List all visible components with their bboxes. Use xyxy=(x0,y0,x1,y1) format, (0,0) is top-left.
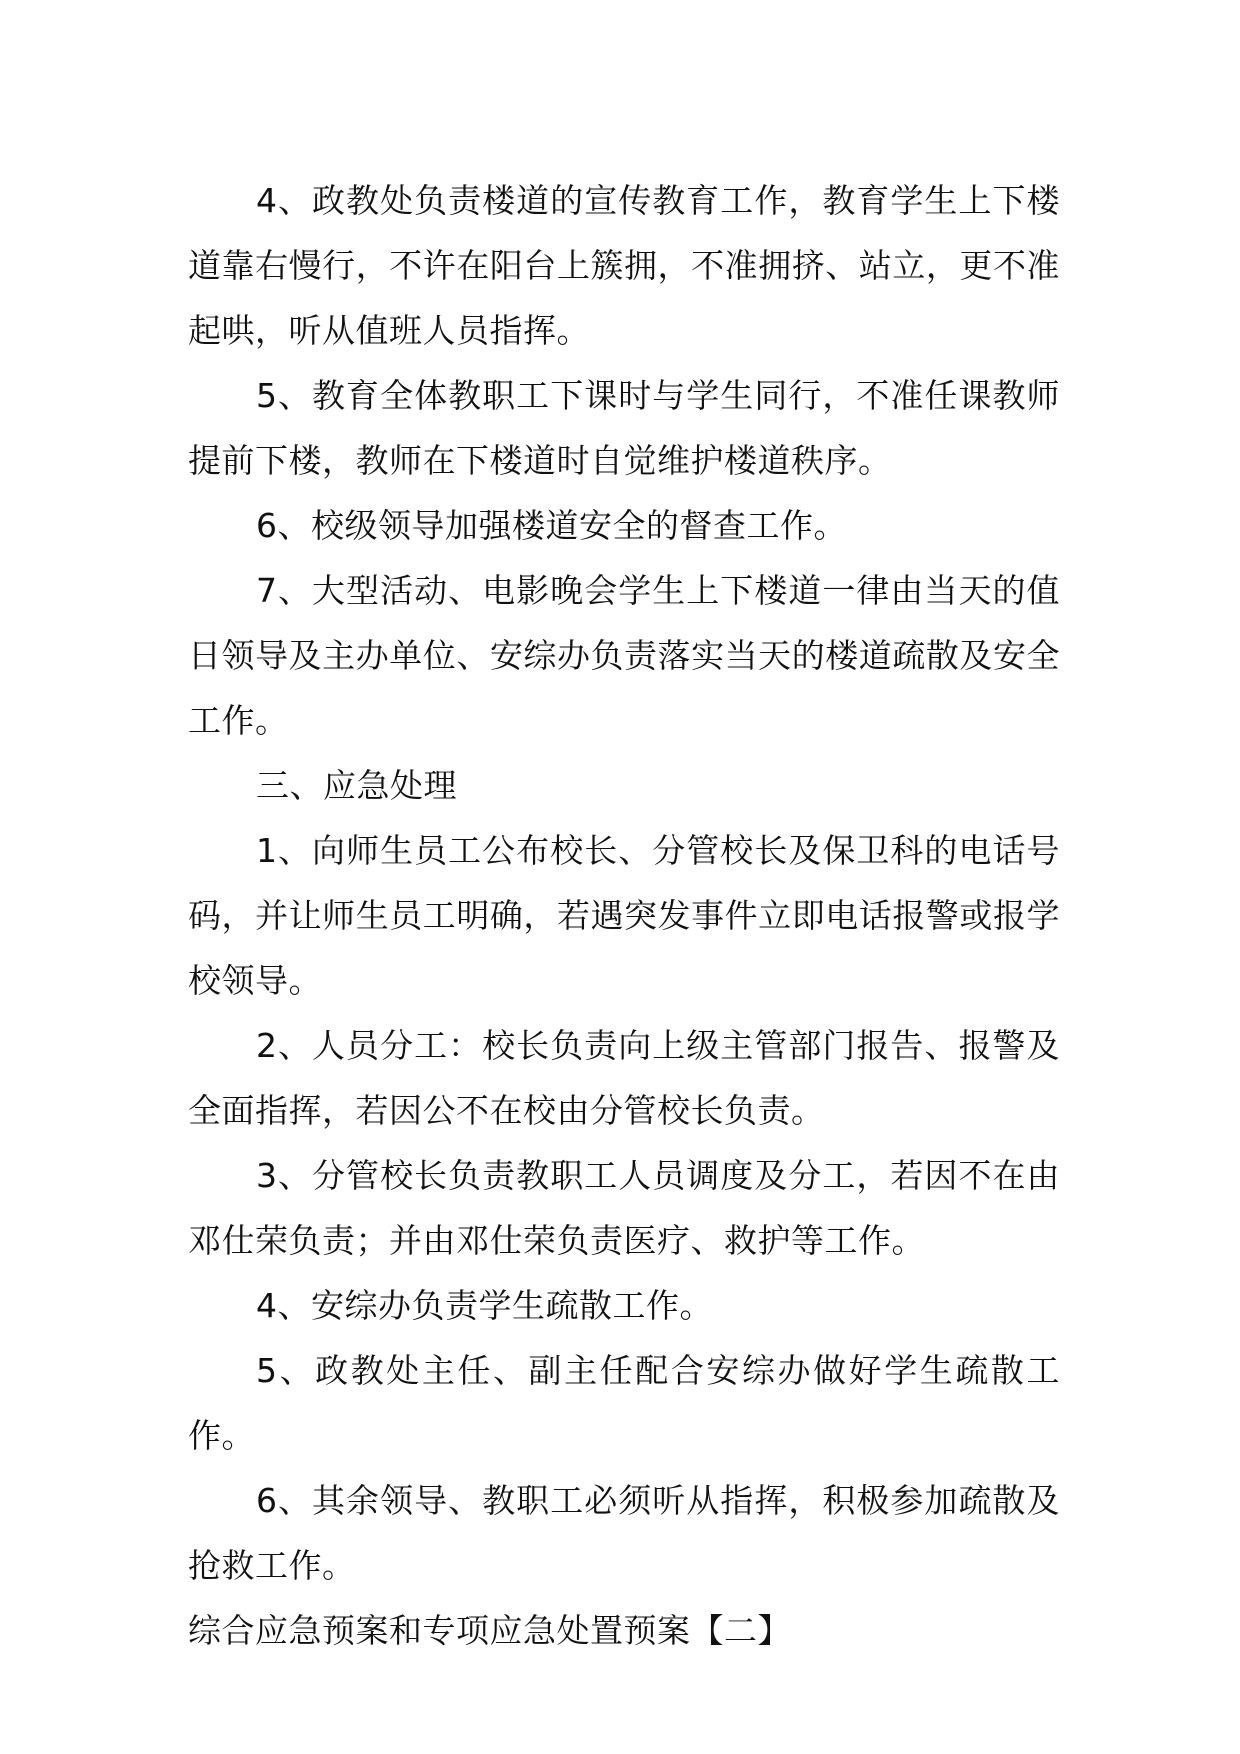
paragraph-item-7-large-events: 7、大型活动、电影晚会学生上下楼道一律由当天的值日领导及主办单位、安综办负责落实当天的楼道疏散及安全工作。 xyxy=(188,571,1060,740)
paragraph-emergency-5-directors: 5、政教处主任、副主任配合安综办做好学生疏散工作。 xyxy=(188,1351,1060,1455)
paragraph-emergency-2-division-of-labor: 2、人员分工：校长负责向上级主管部门报告、报警及全面指挥，若因公不在校由分管校长负责。 xyxy=(188,1026,1060,1130)
next-document-title: 综合应急预案和专项应急处置预案【二】 xyxy=(188,1611,791,1650)
paragraph-item-5-teacher-escort: 5、教育全体教职工下课时与学生同行，不准任课教师提前下楼，教师在下楼道时自觉维护楼道秩序。 xyxy=(188,376,1060,480)
paragraph-emergency-3-deputy-principal: 3、分管校长负责教职工人员调度及分工，若因不在由邓仕荣负责；并由邓仕荣负责医疗、救护等工作。 xyxy=(188,1156,1060,1260)
paragraph-emergency-6-other-staff: 6、其余领导、教职工必须听从指挥，积极参加疏散及抢救工作。 xyxy=(188,1481,1060,1585)
paragraph-item-6-leader-inspection: 6、校级领导加强楼道安全的督查工作。 xyxy=(256,506,847,545)
paragraph-item-4-stairway-education: 4、政教处负责楼道的宣传教育工作，教育学生上下楼道靠右慢行，不许在阳台上簇拥，不准拥挤、站立，更不准起哄，听从值班人员指挥。 xyxy=(188,181,1060,350)
section-heading-emergency-handling: 三、应急处理 xyxy=(256,766,457,805)
paragraph-emergency-4-evacuation: 4、安综办负责学生疏散工作。 xyxy=(256,1286,713,1325)
document-body xyxy=(188,168,1060,1663)
paragraph-emergency-1-phone-numbers: 1、向师生员工公布校长、分管校长及保卫科的电话号码，并让师生员工明确，若遇突发事件立即电话报警或报学校领导。 xyxy=(188,831,1060,1000)
